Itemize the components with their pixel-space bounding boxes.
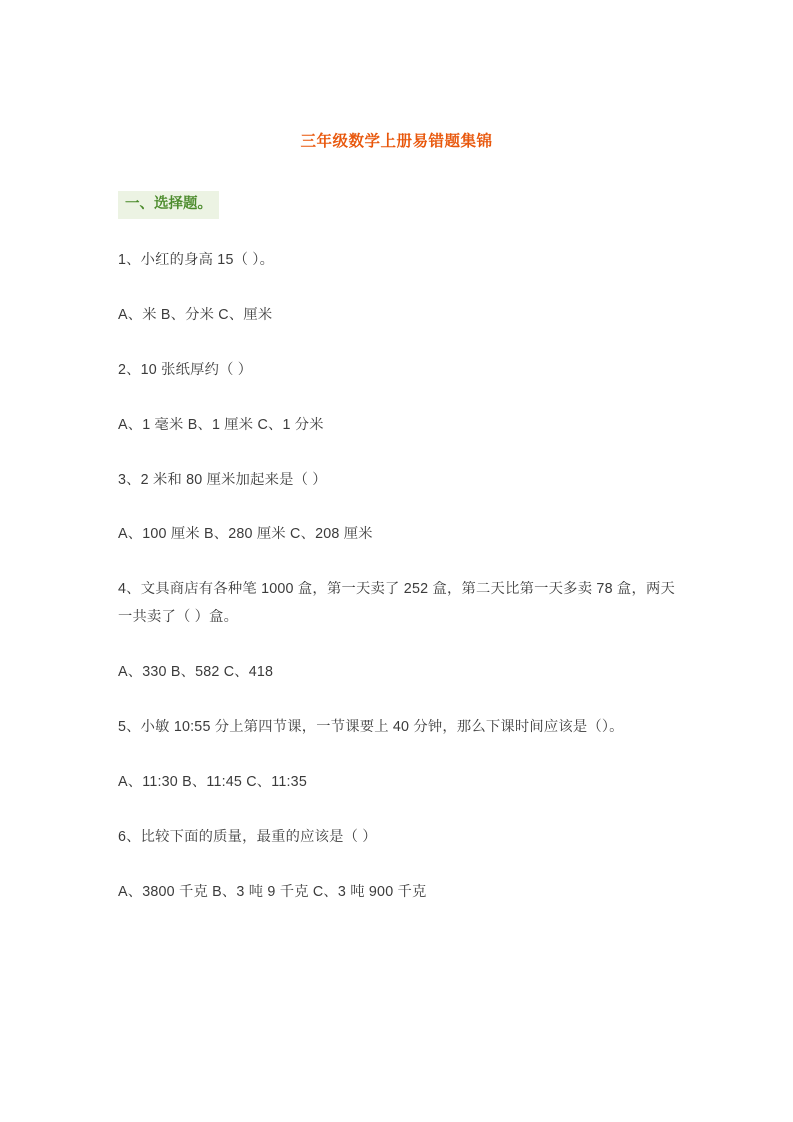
options-4: A、330 B、582 C、418 [118, 664, 274, 681]
question-5: 5、小敏 10:55 分上第四节课，一节课要上 40 分钟，那么下课时间应该是（）。 [118, 718, 624, 735]
question-4: 4、文具商店有各种笔 1000 盒，第一天卖了 252 盒，第二天比第一天多卖 78 盒，两天一共卖了（ ）盒。 [118, 581, 675, 626]
section-heading: 一、选择题。 [118, 191, 219, 219]
page-title: 三年级数学上册易错题集锦 [300, 133, 493, 150]
options-3: A、100 厘米 B、280 厘米 C、208 厘米 [118, 526, 373, 543]
question-1: 1、小红的身高 15（ ）。 [118, 252, 275, 269]
question-6: 6、比较下面的质量，最重的应该是（ ） [118, 828, 377, 845]
options-1: A、米 B、分米 C、厘米 [118, 306, 273, 323]
question-2: 2、10 张纸厚约（ ） [118, 361, 253, 378]
options-2: A、1 毫米 B、1 厘米 C、1 分米 [118, 416, 324, 433]
question-3: 3、2 米和 80 厘米加起来是（ ） [118, 471, 327, 488]
section-heading-wrapper [118, 191, 675, 247]
options-6: A、3800 千克 B、3 吨 9 千克 C、3 吨 900 千克 [118, 883, 427, 900]
question-list [118, 247, 675, 906]
options-5: A、11:30 B、11:45 C、11:35 [118, 773, 307, 790]
